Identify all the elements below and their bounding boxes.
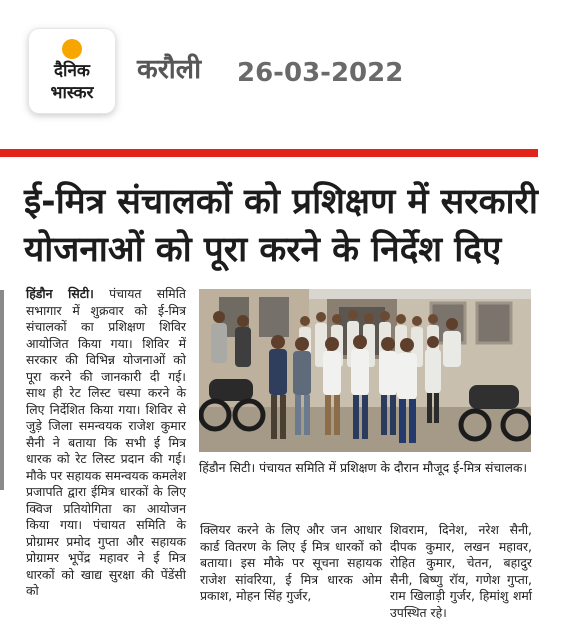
article-dateline: हिंडौन सिटी। — [26, 286, 94, 301]
group-photo-illustration — [199, 289, 531, 452]
headline — [24, 178, 549, 274]
headline-line-2: योजनाओं को पूरा करने के निर्देश दिए — [24, 230, 502, 270]
logo-text-dainik: दैनिक — [54, 61, 90, 81]
dainik-bhaskar-logo — [29, 29, 115, 113]
masthead — [0, 0, 569, 145]
adjacent-page-edge — [0, 290, 4, 490]
red-divider — [0, 149, 538, 157]
article-text-col1: पंचायत समिति सभागार में शुक्रवार को ई-मित्र संचालकों का प्रशिक्षण शिविर आयोजित किया गया। शिविर में सरकार की विभिन्न योजनाओं को पूरा करने की जानकारी दी गई। साथ ही रेट लिस्ट चस्पा करने के लिए निर्देशित किया गया। शिविर से जुड़े जिला समन्वयक राजेश कुमार सैनी ने बताया कि सभी ई मित्र धारक को रेट लिस्ट प्रदान की गई। मौके पर सहायक समन्वयक कमलेश प्रजापति द्वारा ईमित्र धारकों के लिए क्विज प्रतियोगिता का आयोजन किया गया। पंचायत समिति के प्रोग्रामर प्रमोद गुप्ता और सहायक प्रोग्रामर भूपेंद्र महावर ने ई मित्र धारकों को खाद्य सुरक्षा की पेंडेंसी को — [26, 286, 186, 598]
article-column-1 — [26, 286, 186, 600]
news-photo — [199, 289, 531, 452]
article-column-2: क्लियर करने के लिए और जन आधार कार्ड वितरण के लिए ई मित्र धारकों को बताया। इस मौके पर सूचना सहायक राजेश सांवरिया, ई मित्र धारक ओम प्रकाश, मोहन सिंह गुर्जर, — [200, 522, 382, 603]
headline-line-1: ई-मित्र संचालकों को प्रशिक्षण में सरकारी — [24, 182, 538, 222]
sun-icon — [62, 39, 82, 59]
logo-text-bhaskar: भास्कर — [50, 83, 94, 103]
edition-date: 26-03-2022 — [237, 58, 404, 88]
article-column-3: शिवराम, दिनेश, नरेश सैनी, दीपक कुमार, लखन महावर, रोहित कुमार, चेतन, बहादुर सैनी, बिष्णु रॉय, गणेश गुप्ता, राम खिलाड़ी गुर्जर, हिमांशु शर्मा उपस्थित रहे। — [390, 522, 532, 620]
edition-city: करौली — [137, 54, 202, 85]
photo-caption: हिंडौन सिटी। पंचायत समिति में प्रशिक्षण के दौरान मौजूद ई-मित्र संचालक। — [199, 460, 528, 475]
